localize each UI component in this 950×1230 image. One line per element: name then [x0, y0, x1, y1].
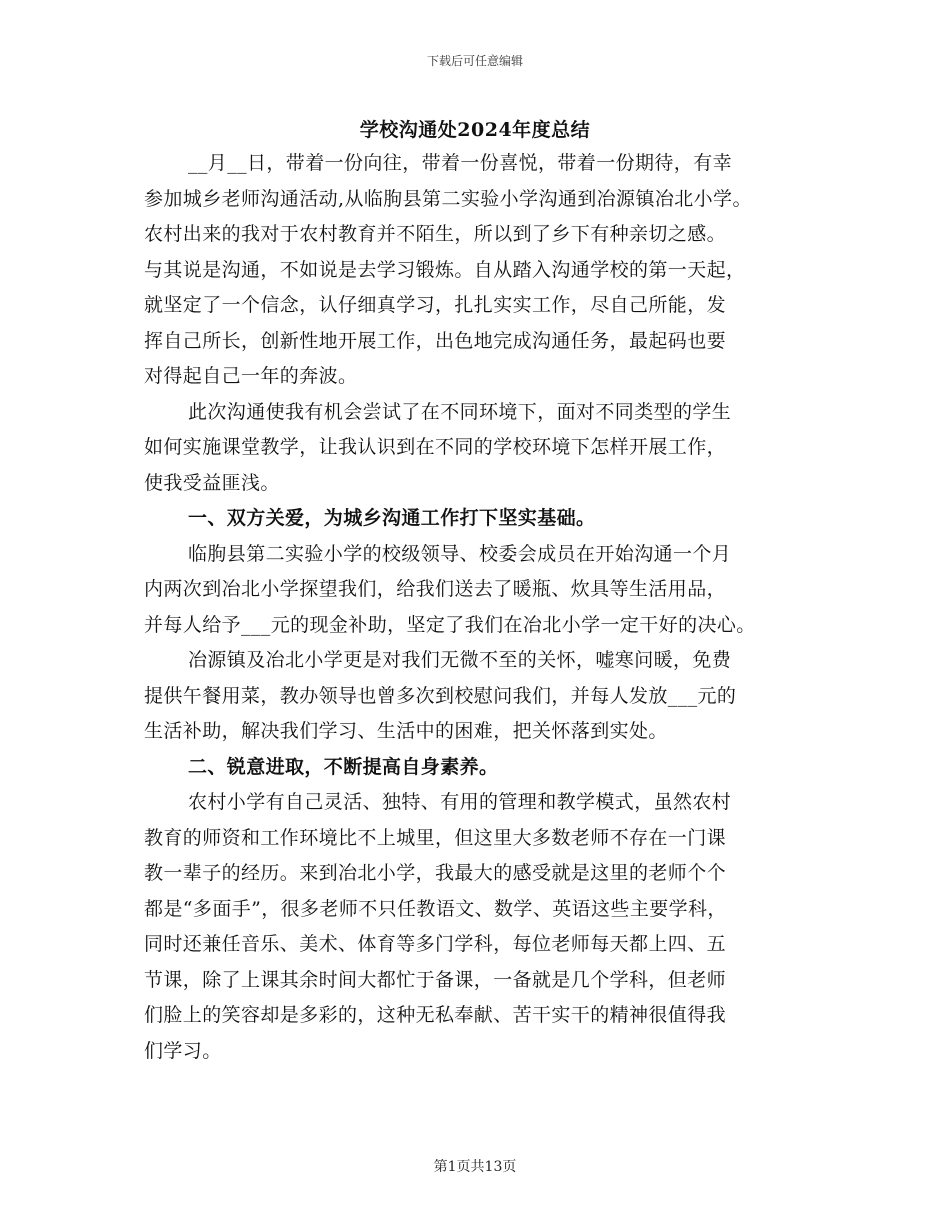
paragraph-line: 都是“多面手”，很多老师不只任教语文、数学、英语这些主要学科，	[144, 897, 727, 920]
paragraph-line: 农村小学有自己灵活、独特、有用的管理和教学模式，虽然农村	[188, 791, 732, 813]
paragraph-line: 们学习。	[144, 1039, 222, 1062]
paragraph-line: 对得起自己一年的奔波。	[144, 365, 358, 387]
paragraph-line: 挥自己所长，创新性地开展工作，出色地完成沟通任务，最起码也要	[144, 329, 727, 352]
paragraph-line: 生活补助，解决我们学习、生活中的困难，把关怀落到实处。	[144, 720, 668, 742]
paragraph-line: 内两次到冶北小学探望我们，给我们送去了暖瓶、炊具等生活用品，	[144, 578, 727, 600]
paragraph-line: 们脸上的笑容却是多彩的，这种无私奉献、苦干实干的精神很值得我	[144, 1004, 727, 1026]
paragraph-line: 农村出来的我对于农村教育并不陌生，所以到了乡下有种亲切之感。	[144, 223, 727, 245]
paragraph-line: 同时还兼任音乐、美术、体育等多门学科，每位老师每天都上四、五	[144, 933, 727, 955]
page-number: 第1页共13页	[433, 1159, 517, 1175]
document-body	[144, 146, 820, 1069]
paragraph-line: 节课，除了上课其余时间大都忙于备课，一备就是几个学科，但老师	[144, 968, 727, 991]
paragraph-line: __月__日，带着一份向往，带着一份喜悦，带着一份期待，有幸	[188, 152, 733, 174]
paragraph-line: 就坚定了一个信念，认仔细真学习，扎扎实实工作，尽自己所能，发	[144, 294, 727, 316]
paragraph-line: 与其说是沟通，不如说是去学习锻炼。自从踏入沟通学校的第一天起，	[144, 258, 746, 281]
section-heading-1: 一、双方关爱，为城乡沟通工作打下坚实基础。	[188, 507, 596, 529]
paragraph-line: 临朐县第二实验小学的校级领导、校委会成员在开始沟通一个月	[188, 542, 732, 565]
paragraph-line: 此次沟通使我有机会尝试了在不同环境下，面对不同类型的学生	[188, 400, 732, 423]
paragraph-line: 教一辈子的经历。来到冶北小学，我最大的感受就是这里的老师个个	[144, 862, 727, 884]
page-header-note: 下载后可任意编辑	[426, 54, 523, 68]
paragraph-line: 并每人给予___元的现金补助，坚定了我们在冶北小学一定干好的决心。	[144, 613, 756, 636]
paragraph-line: 如何实施课堂教学，让我认识到在不同的学校环境下怎样开展工作，	[144, 436, 727, 458]
paragraph-line: 冶源镇及冶北小学更是对我们无微不至的关怀，嘘寒问暖，免费	[188, 649, 732, 671]
document-title: 学校沟通处2024年度总结	[359, 119, 591, 141]
section-heading-2: 二、锐意进取，不断提高自身素养。	[188, 755, 499, 778]
paragraph-line: 参加城乡老师沟通活动,从临朐县第二实验小学沟通到冶源镇冶北小学。	[144, 187, 752, 210]
paragraph-line: 提供午餐用菜，教办领导也曾多次到校慰问我们，并每人发放___元的	[144, 684, 737, 707]
paragraph-line: 使我受益匪浅。	[144, 471, 280, 494]
paragraph-line: 教育的师资和工作环境比不上城里，但这里大多数老师不存在一门课	[144, 826, 727, 849]
